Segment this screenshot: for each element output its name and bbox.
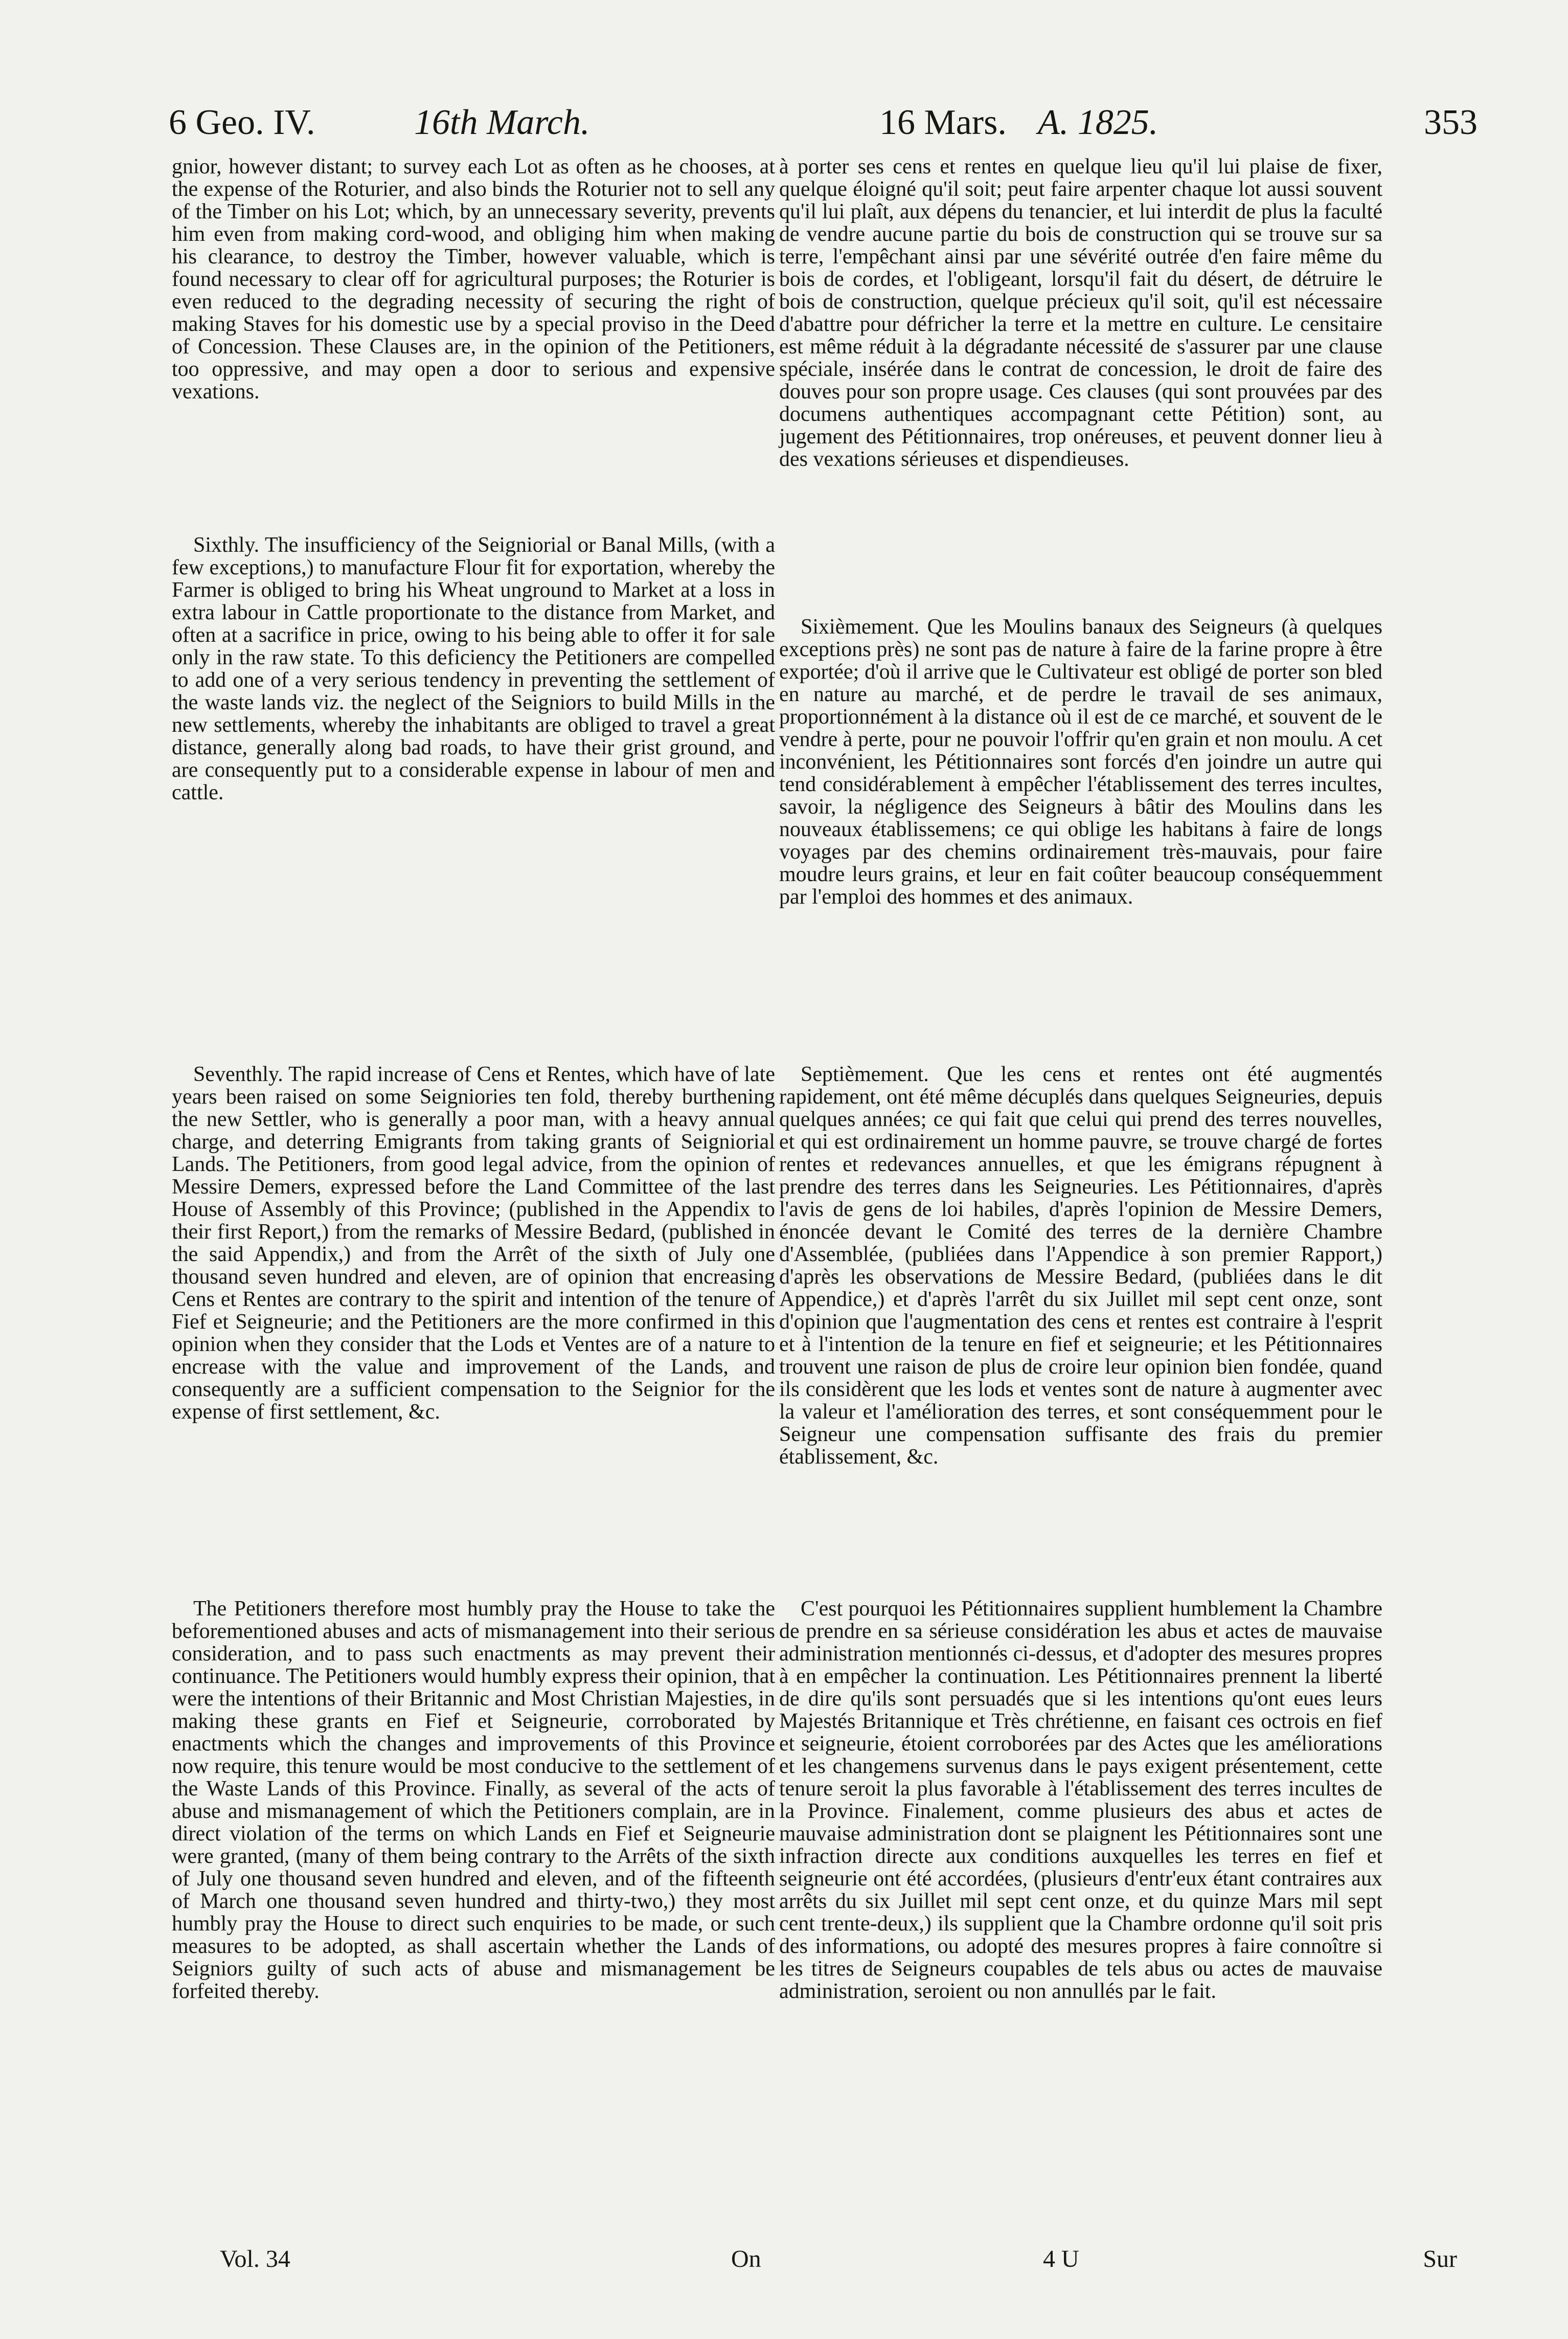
english-paragraph: The Petitioners therefore most humbly pray the House to take the beforementioned abuses and acts of mismanagement into their serious consideration, and to pass such enactments as may prevent their continuance. The Petitioners would humbly express their opinion, that were the intentions of their Britannic and Most Christian Majesties, in making these grants en Fief et Seigneurie, corroborated by enactments which the changes and improvements of this Province now require, this tenure would be most conducive to the settlement of the Waste Lands of this Province. Finally, as several of the acts of abuse and mismanagement of which the Petitioners complain, are in direct violation of the terms on which Lands en Fief et Seigneurie were granted, (many of them being contrary to the Arrêts of the sixth of July one thousand seven hundred and eleven, and of the fifteenth of March one thousand seven hundred and thirty-two,) they most humbly pray the House to direct such enquiries to be made, or such measures to be adopted, as shall ascertain whether the Lands of Seigniors guilty of such acts of abuse and mismanagement be forfeited thereby. (172, 1597, 775, 2003)
catchword-french: Sur (1423, 2245, 1457, 2273)
english-paragraph: Sixthly. The insufficiency of the Seigniorial or Banal Mills, (with a few exceptions,) to manufacture Flour fit for exportation, whereby the Farmer is obliged to bring his Wheat unground to Market at a loss in extra labour in Cattle proportionate to the distance from Market, and often at a sacrifice in price, owing to his being able to offer it for sale only in the raw state. To this deficiency the Petitioners are compelled to add one of a very serious tendency in preventing the settlement of the waste lands viz. the neglect of the Seigniors to build Mills in the new settlements, whereby the inhabitants are obliged to travel a great distance, generally along bad roads, to have their grist ground, and are consequently put to a considerable expense in labour of men and cattle. (172, 533, 775, 804)
anno-year: A. 1825. (1038, 103, 1158, 142)
french-paragraph: à porter ses cens et rentes en quelque lieu qu'il lui plaise de fixer, quelque éloigné qu'il soit; peut faire arpenter chaque lot aussi souvent qu'il lui plaît, aux dépens du tenancier, et lui interdit de plus la faculté de vendre aucune partie du bois de construction qui se trouve sur sa terre, l'empêchant ainsi par une sévérité outrée d'en faire même du bois de cordes, et l'obligeant, lorsqu'il fait du désert, de détruire le bois de construction, quelque précieux qu'il soit, qu'il est nécessaire d'abattre pour défricher la terre et la mettre en culture. Le censitaire est même réduit à la dégradante nécessité de s'assurer par une clause spéciale, insérée dans le contrat de concession, le droit de faire des douves pour son propre usage. Ces clauses (qui sont prouvées par des documens authentiques accompagnant cette Pétition) sont, au jugement des Pétitionnaires, trop onéreuses, et peuvent donner lieu à des vexations sérieuses et dispendieuses. (779, 155, 1382, 471)
french-column (779, 155, 1382, 2262)
french-paragraph: C'est pourquoi les Pétitionnaires supplient humblement la Chambre de prendre en sa sérieuse considération les abus et actes de mauvaise administration mentionnés ci-dessus, et d'adopter des mesures propres à en empêcher la continuation. Les Pétitionnaires prennent la liberté de dire qu'ils sont persuadés que si les intentions qu'ont eues leurs Majestés Britannique et Très chrétienne, en faisant ces octrois en fief et seigneurie, étoient corroborées par des Actes que les améliorations et les changemens survenus dans le pays exigent présentement, cette tenure seroit la plus favorable à l'établissement des terres incultes de la Province. Finalement, comme plusieurs des abus et actes de mauvaise administration dont se plaignent les Pétitionnaires sont une infraction directe aux conditions auxquelles les terres en fief et seigneurie ont été accordées, (plusieurs d'entr'eux étant contraires aux arrêts du six Juillet mil sept cent onze, et du quinze Mars mil sept cent trente-deux,) ils supplient que la Chambre ordonne qu'il soit pris des informations, ou adopté des mesures propres à faire connoître si les titres de Seigneurs coupables de tels abus ou actes de mauvaise administration, seroient ou non annullés par le fait. (779, 1597, 1382, 2003)
date-french: 16 Mars. (879, 103, 1007, 142)
english-paragraph: Seventhly. The rapid increase of Cens et Rentes, which have of late years been raised on some Seigniories ten fold, thereby burthening the new Settler, who is generally a poor man, with a heavy annual charge, and deterring Emigrants from taking grants of Seigniorial Lands. The Petitioners, from good legal advice, from the opinion of Messire Demers, expressed before the Land Committee of the last House of Assembly of this Province; (published in the Appendix to their first Report,) from the remarks of Messire Bedard, (published in the said Appendix,) and from the Arrêt of the sixth of July one thousand seven hundred and eleven, are of opinion that encreasing Cens et Rentes are contrary to the spirit and intention of the tenure of Fief et Seigneurie; and the Petitioners are the more confirmed in this opinion when they consider that the Lods et Ventes are of a nature to encrease with the value and improvement of the Lands, and consequently are a sufficient compensation to the Seignior for the expense of first settlement, &c. (172, 1063, 775, 1424)
signature-mark: 4 U (1043, 2245, 1079, 2273)
volume-label: Vol. 34 (220, 2245, 290, 2273)
page-footer (169, 2239, 1478, 2280)
english-column (172, 155, 775, 2262)
page-number: 353 (1424, 103, 1478, 142)
regnal-year: 6 Geo. IV. (169, 103, 315, 142)
french-paragraph: Sixièmement. Que les Moulins banaux des Seigneurs (à quelques exceptions près) ne sont pas de nature à faire de la farine propre à être exportée; d'où il arrive que le Cultivateur est obligé de porter son bled en nature au marché, et de perdre le travail de ses animaux, proportionnément à la distance où il est de ce marché, et souvent de le vendre à perte, pour ne pouvoir l'offrir qu'en grain et non moulu. A cet inconvénient, les Pétitionnaires sont forcés d'en joindre un autre qui tend considérablement à empêcher l'établissement des terres incultes, savoir, la négligence des Seigneurs à bâtir des Moulins dans les nouveaux établissemens; ce qui oblige les habitans à faire de longs voyages par des chemins ordinairement très-mauvais, pour faire moudre leurs grains, et leur en fait coûter beaucoup conséquemment par l'emploi des hommes et des animaux. (779, 615, 1382, 909)
running-header (169, 98, 1478, 147)
french-paragraph: Septièmement. Que les cens et rentes ont été augmentés rapidement, ont été même décuplés dans quelques Seigneuries, depuis quelques années; ce qui fait que celui qui prend des terres nouvelles, et qui est ordinairement un homme pauvre, se trouve chargé de fortes rentes et redevances annuelles, et que les émigrans répugnent à prendre des terres dans les Seigneuries. Les Pétitionnaires, d'après l'avis de gens de loi habiles, d'après l'opinion de Messire Demers, énoncée devant le Comité des terres de la dernière Chambre d'Assemblée, (publiées dans l'Appendice à son premier Rapport,) d'après les observations de Messire Bedard, (publiées dans le dit Appendice,) et d'après l'arrêt du six Juillet mil sept cent onze, sont d'opinion que l'augmentation des cens et rentes est contraire à l'esprit et à l'intention de la tenure en fief et seigneurie; et les Pétitionnaires trouvent une raison de plus de croire leur opinion bien fondée, quand ils considèrent que les lods et ventes sont de nature à augmenter avec la valeur et l'amélioration des terres, et sont conséquemment pour le Seigneur une compensation suffisante des frais du premier établissement, &c. (779, 1063, 1382, 1469)
english-paragraph: gnior, however distant; to survey each Lot as often as he chooses, at the expense of the Roturier, and also binds the Roturier not to sell any of the Timber on his Lot; which, by an unnecessary severity, prevents him even from making cord-wood, and obliging him when making his clearance, to destroy the Timber, however valuable, which is found necessary to clear off for agricultural purposes; the Roturier is even reduced to the degrading necessity of securing the right of making Staves for his domestic use by a special proviso in the Deed of Concession. These Clauses are, in the opinion of the Petitioners, too oppressive, and may open a door to serious and expensive vexations. (172, 155, 775, 403)
date-english: 16th March. (414, 103, 590, 142)
catchword-english: On (731, 2245, 761, 2273)
